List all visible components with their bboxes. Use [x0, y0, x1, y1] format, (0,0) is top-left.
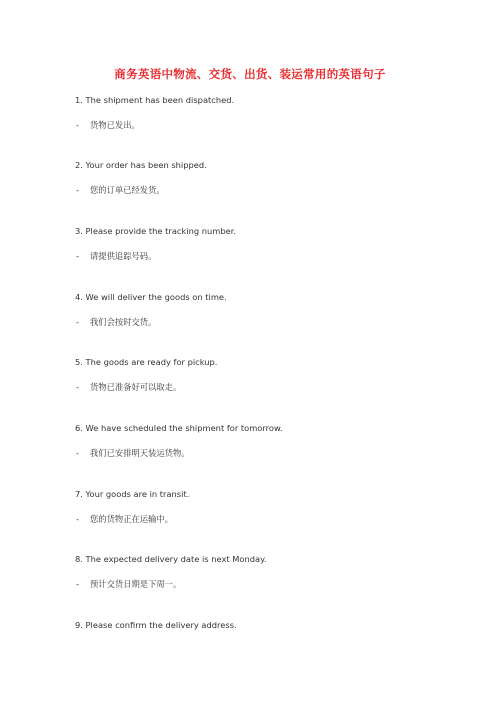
list-item: [75, 160, 435, 196]
list-item: [75, 292, 435, 328]
chinese-text: 请提供追踪号码。: [90, 251, 157, 261]
chinese-translation: [75, 514, 435, 525]
chinese-translation: [75, 251, 435, 262]
english-sentence: 6. We have scheduled the shipment for tomorrow.: [75, 423, 283, 433]
chinese-text: 货物已准备好可以取走。: [90, 382, 182, 392]
chinese-text: 我们会按时交货。: [90, 317, 157, 327]
chinese-text: 预计交货日期是下周一。: [90, 579, 182, 589]
dash-marker: -: [76, 579, 79, 589]
chinese-text: 您的货物正在运输中。: [90, 514, 173, 524]
page-title: 商务英语中物流、交货、出货、装运常用的英语句子: [114, 67, 386, 81]
chinese-text: 货物已发出。: [90, 120, 140, 130]
list-item: [75, 489, 435, 525]
english-sentence: 8. The expected delivery date is next Monday.: [75, 554, 267, 564]
list-item: [75, 357, 435, 393]
list-item: [75, 95, 435, 131]
english-sentence: 1. The shipment has been dispatched.: [75, 95, 235, 105]
list-item: [75, 620, 435, 631]
dash-marker: -: [76, 448, 79, 458]
english-sentence: 3. Please provide the tracking number.: [75, 226, 237, 236]
chinese-translation: [75, 382, 435, 393]
list-item: [75, 423, 435, 459]
dash-marker: -: [76, 317, 79, 327]
chinese-translation: [75, 317, 435, 328]
list-item: [75, 226, 435, 262]
english-sentence: 5. The goods are ready for pickup.: [75, 357, 218, 367]
chinese-translation: [75, 185, 435, 196]
english-sentence: 4. We will deliver the goods on time.: [75, 292, 227, 302]
dash-marker: -: [76, 251, 79, 261]
dash-marker: -: [76, 514, 79, 524]
chinese-translation: [75, 120, 435, 131]
english-sentence: 2. Your order has been shipped.: [75, 160, 207, 170]
chinese-translation: [75, 448, 435, 459]
chinese-text: 您的订单已经发货。: [90, 185, 165, 195]
english-sentence: 9. Please confirm the delivery address.: [75, 620, 237, 630]
dash-marker: -: [76, 185, 79, 195]
dash-marker: -: [76, 382, 79, 392]
english-sentence: 7. Your goods are in transit.: [75, 489, 190, 499]
chinese-translation: [75, 579, 435, 590]
chinese-text: 我们已安排明天装运货物。: [90, 448, 190, 458]
list-item: [75, 554, 435, 590]
dash-marker: -: [76, 120, 79, 130]
